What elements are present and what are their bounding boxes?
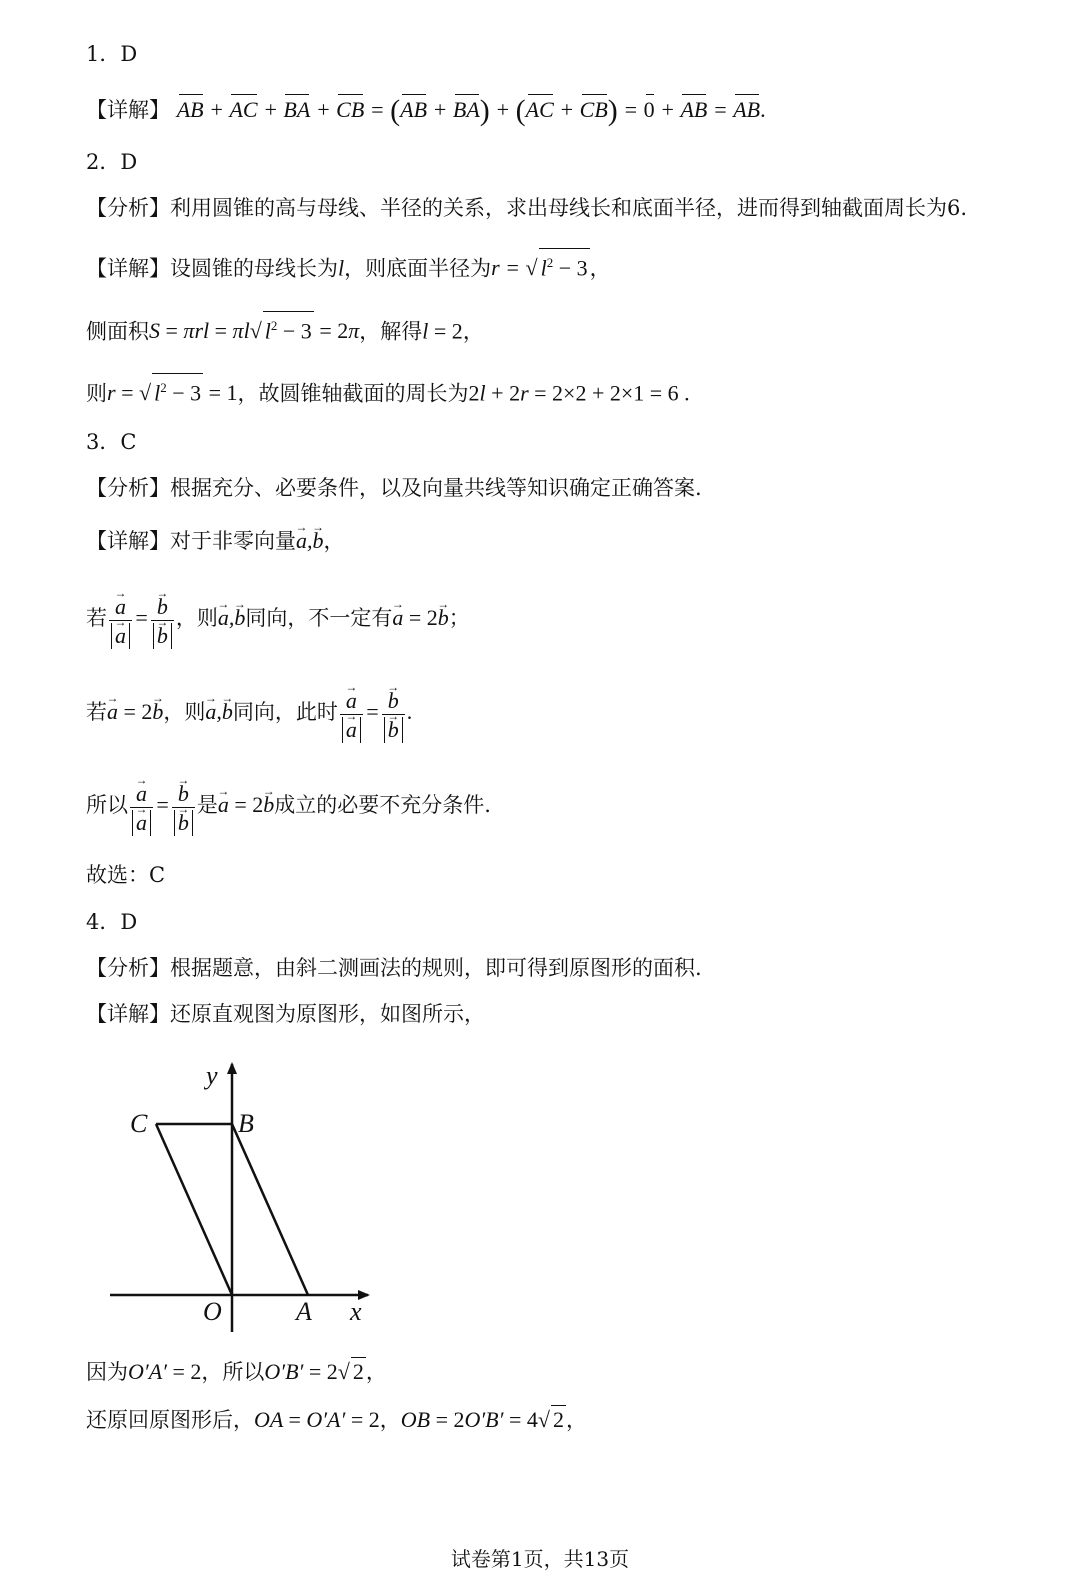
q2-analysis-text: 利用圆锥的高与母线、半径的关系，求出母线长和底面半径，进而得到轴截面周长为6. — [170, 196, 968, 220]
q1-detail-label: 【详解】 — [86, 98, 170, 122]
q2-math-r2: r = √ $l^2 - 3 = 1$ — [107, 380, 238, 405]
q3-number: 3．C — [86, 430, 137, 454]
q3-math-a2b-2: → a = 2→ b — [107, 699, 163, 724]
label-o: O — [203, 1297, 222, 1326]
q3-if-label-2: 若 — [86, 700, 107, 724]
q2-then — [86, 373, 690, 407]
q3-detail: 【详解】对于非零向量→ a,→ b， — [86, 527, 345, 555]
label-b: B — [238, 1109, 254, 1138]
q2-math-l2: l = 2 — [422, 318, 463, 344]
q4-because-label: 因为 — [86, 1360, 128, 1384]
q2-then-label: 则 — [86, 381, 107, 406]
q2-detail: 【详解】设圆锥的母线长为l，则底面半径为r = √ $l^2 - 3$， — [86, 248, 611, 282]
q2-number: 2．D — [86, 150, 138, 174]
segment-ba — [232, 1124, 308, 1295]
label-x: x — [350, 1297, 362, 1326]
q4-detail-text: 还原直观图为原图形，如图所示， — [170, 1002, 485, 1026]
label-y: y — [206, 1061, 218, 1090]
q3-math-ab-3: → a,→ b — [205, 699, 233, 724]
q4-because: 因为O′A′ = 2，所以O′B′ = 2√ 2， — [86, 1359, 387, 1384]
q2-math-l: l — [338, 255, 345, 281]
q2-math-perimeter: 2l + 2r = 2×2 + 2×1 = 6 . — [468, 380, 690, 406]
q4-math-ob: O′B′ = 2√ 2 — [264, 1359, 364, 1384]
q4-math-restore-ob: OB = 2O′B′ = 4√ 2 — [400, 1407, 564, 1432]
q4-number: 4．D — [86, 910, 138, 934]
q3-math-ab-2: → a,→ b — [218, 605, 246, 630]
q3-is-label: 是 — [196, 793, 218, 817]
q4-restore-label: 还原回原图形后， — [86, 1408, 254, 1432]
q3-math-frac-2: → a → a = → b → b . — [338, 699, 412, 724]
q3-detail-label: 【详解】 — [86, 529, 170, 553]
q3-math-ab: → a,→ b — [296, 528, 324, 553]
q3-if-1: 若 → a → a = → b → b ，则→ a,→ b同向，不一定有→ a = 2→ b； — [86, 588, 470, 649]
q2-detail-text-1: 设圆锥的母线长为 — [170, 256, 338, 281]
segment-co — [156, 1124, 232, 1295]
q1-equation: AB + AC + BA + CB = (AB + BA) + (AC + CB) = 0 + AB = AB. — [176, 94, 766, 127]
q3-math-a2b-1: → a = 2→ b — [392, 605, 448, 630]
q2-solve-text: ，解得 — [359, 319, 423, 344]
q3-analysis — [86, 474, 702, 502]
q3-then-2: ，则 — [163, 700, 206, 724]
q3-if-label-1: 若 — [86, 606, 107, 630]
q4-analysis-text: 根据题意，由斜二测画法的规则，即可得到原图形的面积. — [170, 956, 702, 980]
q4-analysis — [86, 954, 702, 982]
q2-lateral: 侧面积S = πrl = πl√ $l^2 - 3 = 2\pi$，解得l = 2， — [86, 311, 484, 345]
q3-then-1: ，则 — [175, 606, 218, 630]
q2-detail-text-2: ，则底面半径为 — [344, 256, 492, 281]
q2-analysis-label: 【分析】 — [86, 196, 170, 220]
q2-lateral-label: 侧面积 — [86, 319, 149, 344]
q4-detail-label: 【详解】 — [86, 1002, 170, 1026]
q3-detail-text: 对于非零向量 — [170, 529, 296, 553]
q4-analysis-label: 【分析】 — [86, 956, 170, 980]
q1-detail — [86, 92, 766, 125]
q3-choice: 故选：C — [86, 863, 166, 887]
q2-perimeter-text: ，故圆锥轴截面的周长为 — [237, 381, 469, 406]
q3-so — [86, 775, 491, 836]
q2-detail-label: 【详解】 — [86, 256, 170, 281]
q4-so-label: ，所以 — [201, 1360, 265, 1384]
q3-analysis-text: 根据充分、必要条件，以及向量共线等知识确定正确答案. — [170, 476, 702, 500]
page-footer: 试卷第1页，共13页 — [450, 1547, 630, 1571]
q4-detail — [86, 1000, 485, 1028]
q2-math-r: r = √ $l^2 - 3$ — [491, 255, 590, 280]
label-a: A — [296, 1297, 312, 1326]
q4-math-oa: O′A′ = 2 — [128, 1359, 202, 1384]
q3-same-dir-2: 同向，此时 — [232, 700, 338, 724]
q4-restore: 还原回原图形后，OA = O′A′ = 2，OB = 2O′B′ = 4√ 2， — [86, 1407, 587, 1432]
q3-same-dir-1: 同向，不一定有 — [245, 606, 393, 630]
q1-number: 1．D — [86, 42, 138, 66]
q3-conclusion: 成立的必要不充分条件. — [274, 793, 491, 817]
q3-math-frac-3: → a → a = → b → b — [128, 792, 197, 817]
parallelogram-figure — [100, 1050, 390, 1345]
q4-math-restore-oa: OA = O′A′ = 2 — [254, 1407, 380, 1432]
label-c: C — [130, 1109, 148, 1138]
q3-so-label: 所以 — [86, 793, 128, 817]
q2-math-s: S = πrl = πl√ $l^2 - 3 = 2\pi$ — [149, 318, 359, 343]
q3-if-2 — [86, 682, 412, 743]
q3-analysis-label: 【分析】 — [86, 476, 170, 500]
q2-analysis — [86, 194, 967, 222]
q3-math-a2b-3: → a = 2→ b — [218, 792, 274, 817]
q3-math-frac-1: → a → a = → b → b — [107, 605, 176, 630]
